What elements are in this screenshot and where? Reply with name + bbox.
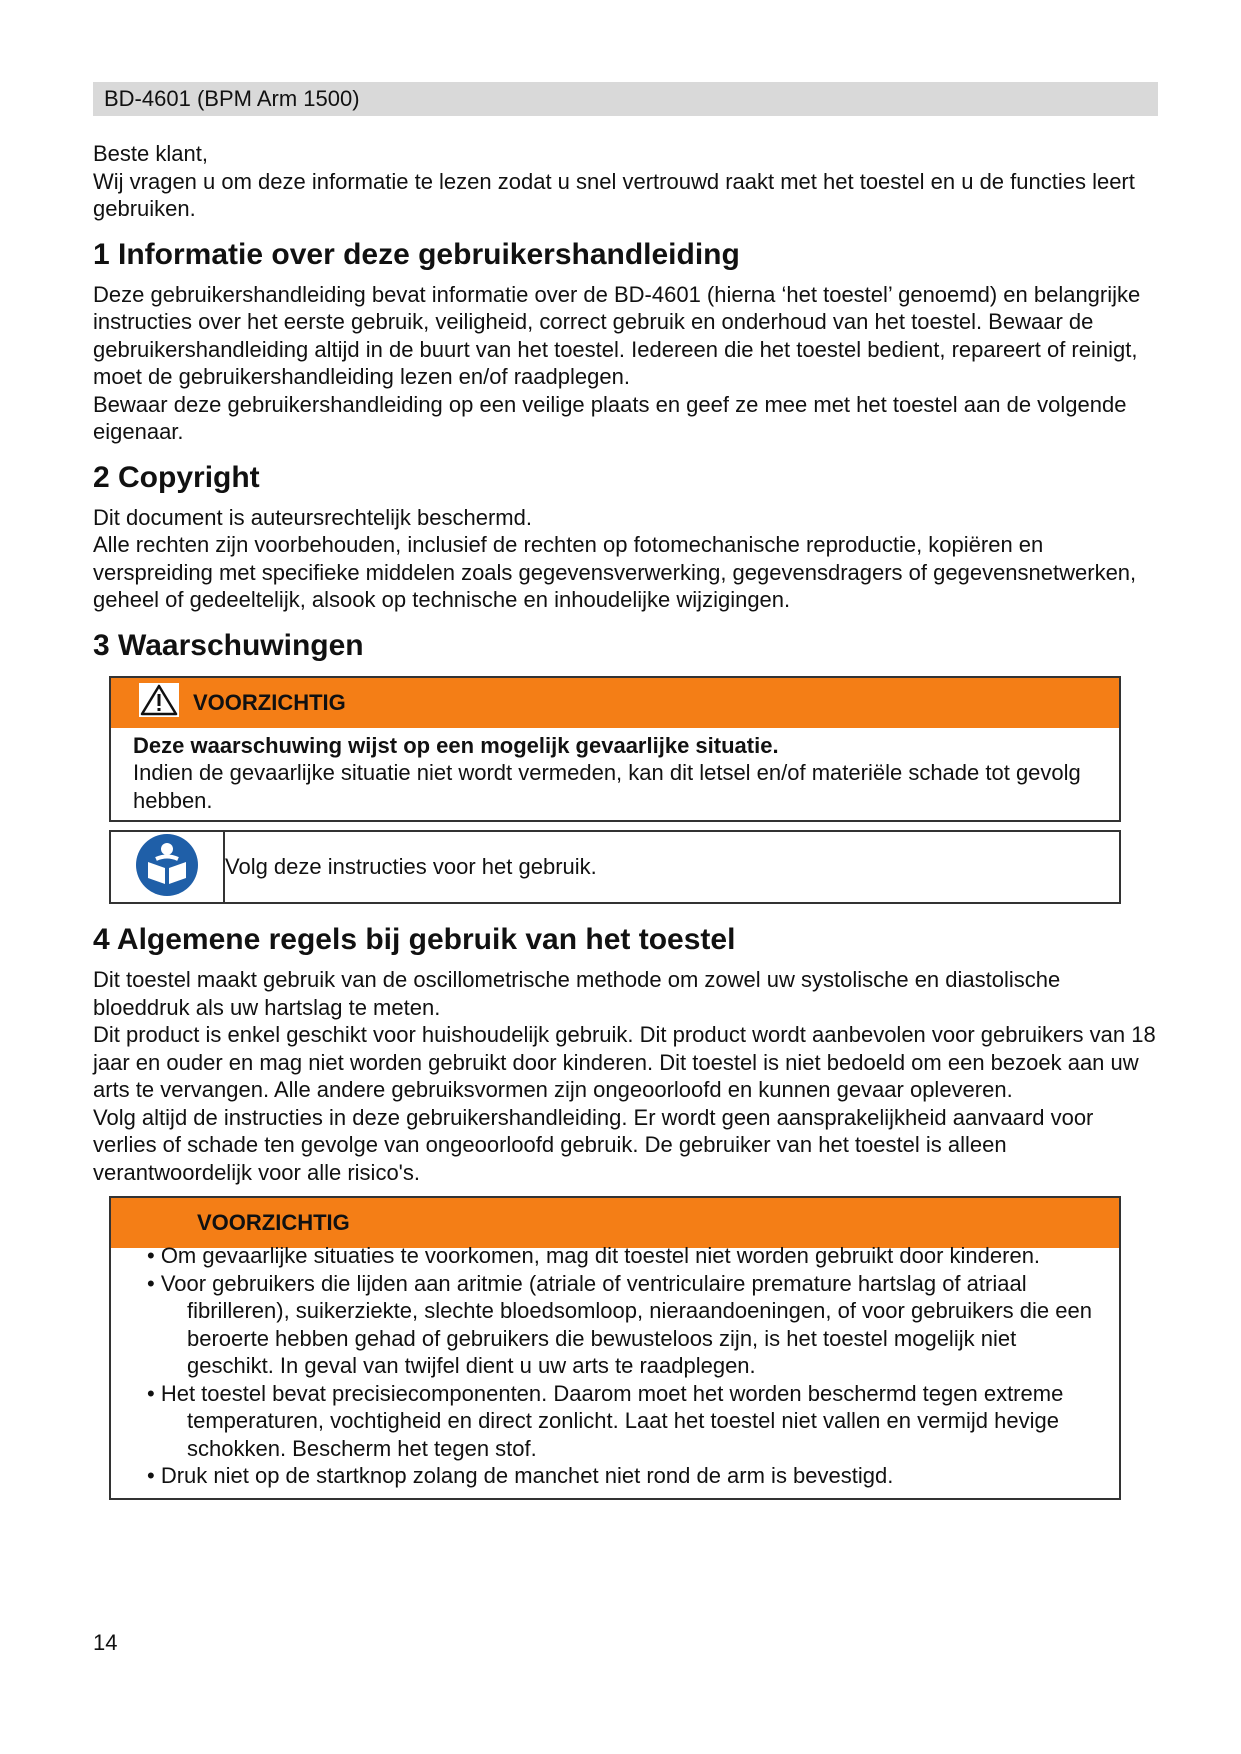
warning-title: VOORZICHTIG <box>193 689 346 715</box>
warning-text: Indien de gevaarlijke situatie niet wordt vermeden, kan dit letsel en/of materiële schade tot gevolg hebben. <box>133 760 1081 813</box>
manual-page <box>93 82 1158 1500</box>
section-4-paragraph: Volg altijd de instructies in deze gebruikershandleiding. Er wordt geen aansprakelijkheid aanvaard voor verlies of schade ten gevolge van ongeoorloofd gebruik. De gebruiker van het toestel is alleen verantwoordelijk voor alle risico's. <box>93 1104 1094 1185</box>
section-1-paragraph: Bewaar deze gebruikershandleiding op een veilige plaats en geef ze mee met het toestel aan de volgende eigenaar. <box>93 391 1127 444</box>
section-4-paragraph: Dit toestel maakt gebruik van de oscillometrische methode om zowel uw systolische en diastolische bloeddruk als uw hartslag te meten. <box>93 967 1061 1020</box>
section-2-paragraph: Dit document is auteursrechtelijk beschermd. <box>93 504 532 530</box>
caution-title: VOORZICHTIG <box>197 1210 350 1235</box>
intro-text: Wij vragen u om deze informatie te lezen zodat u snel vertrouwd raakt met het toestel en u de functies leert gebruiken. <box>93 168 1135 221</box>
info-icon-cell <box>111 832 225 902</box>
caution-bullet: • Voor gebruikers die lijden aan aritmie (atriale of ventriculaire premature hartslag of atriaal fibrilleren), suikerziekte, slechte bloedsomloop, nieraandoeningen, of voor gebruikers die een beroerte hebben gehad of gebruikers die bewusteloos zijn, is het toestel mogelijk niet geschikt. In geval van twijfel dient u uw arts te raadplegen. <box>147 1270 1092 1378</box>
section-2-heading: 2 Copyright <box>93 460 260 494</box>
caution-box-body <box>111 1242 1119 1498</box>
section-3-heading: 3 Waarschuwingen <box>93 628 364 662</box>
read-manual-icon <box>134 832 200 903</box>
section-2-paragraph: Alle rechten zijn voorbehouden, inclusief de rechten op fotomechanische reproductie, kopiëren en verspreiding met specifieke middelen zoals gegevensverwerking, gegevensdragers of gegevensnetwerken, geheel of gedeeltelijk, alsook op technische en inhoudelijke wijzigingen. <box>93 532 1137 612</box>
warning-box-header <box>111 678 1119 728</box>
info-text: Volg deze instructies voor het gebruik. <box>225 854 597 879</box>
warning-bold-line: Deze waarschuwing wijst op een mogelijk gevaarlijke situatie. <box>133 732 779 758</box>
caution-bullet: • Het toestel bevat precisiecomponenten. Daarom moet het worden beschermd tegen extreme temperaturen, vochtigheid en direct zonlicht. Laat het toestel niet vallen en vermijd hevige schokken. Bescherm het tegen stof. <box>147 1380 1064 1461</box>
warning-box-body <box>111 728 1119 821</box>
caution-area <box>109 1196 1121 1500</box>
caution-bullet: • Druk niet op de startknop zolang de manchet niet rond de arm is bevestigd. <box>147 1463 894 1488</box>
warnings-area <box>109 676 1121 905</box>
caution-box <box>109 1196 1121 1500</box>
intro-greeting: Beste klant, <box>93 141 208 166</box>
warning-triangle-icon <box>139 683 179 722</box>
warning-box <box>109 676 1121 823</box>
section-1-paragraph: Deze gebruikershandleiding bevat informatie over de BD-4601 (hierna ‘het toestel’ genoemd) en belangrijke instructies over het eerste gebruik, veiligheid, correct gebruik en onderhoud van het toestel. Bewaar de gebruikershandleiding altijd in de buurt van het toestel. Iedereen die het toestel bedient, repareert of reinigt, moet de gebruikershandleiding lezen en/of raadplegen. <box>93 281 1141 389</box>
section-4-paragraph: Dit product is enkel geschikt voor huishoudelijk gebruik. Dit product wordt aanbevolen voor gebruikers van 18 jaar en ouder en mag niet worden gebruikt door kinderen. Dit toestel is niet bedoeld om een bezoek aan uw arts te vervangen. Alle andere gebruiksvormen zijn ongeoorloofd en kunnen gevaar opleveren. <box>93 1022 1156 1102</box>
caution-box-header <box>111 1198 1119 1248</box>
page-number: 14 <box>93 1630 118 1655</box>
info-box <box>109 830 1121 904</box>
caution-bullet: • Om gevaarlijke situaties te voorkomen, mag dit toestel niet worden gebruikt door kinderen. <box>147 1243 1041 1268</box>
header-title: BD-4601 (BPM Arm 1500) <box>104 86 360 111</box>
page-header <box>93 82 1158 116</box>
section-4-heading: 4 Algemene regels bij gebruik van het toestel <box>93 923 736 956</box>
intro <box>93 140 1158 223</box>
section-1-heading: 1 Informatie over deze gebruikershandleiding <box>93 237 740 271</box>
